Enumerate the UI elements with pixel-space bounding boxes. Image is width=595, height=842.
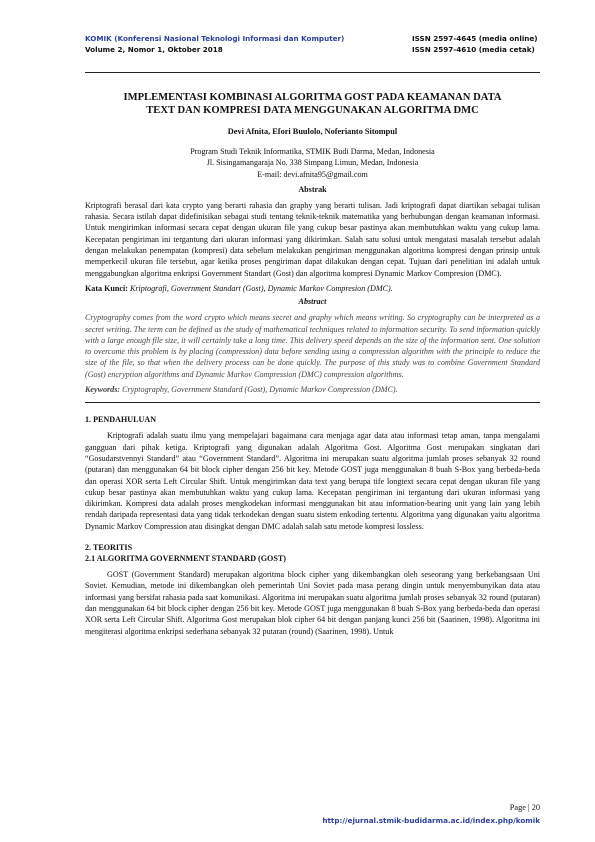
abstrak-text: Kriptografi berasal dari kata crypto yang berarti rahasia dan graphy yang berarti tulisan. Jadi kriptografi dapat diartikan sebagai tulisan rahasia. Secara istilah dapat didefinisikan sebagai studi tentang teknik-teknik matematika yang berhubungan dengan keamanan informasi. Untuk mengirimkan informasi secara cepat dengan ukuran file yang cukup besar pastinya akan membutuhkan waktu yang cukup lama. Kecepatan pengiriman ini tergantung dari ukuran informasi yang dikirimkan. Salah satu solusi untuk mengatasi masalah tersebut adalah dengan melakukan penempatan (kompresi) data sebelum melakukan pengiriman menggunakan algoritma kompresi dengan prinsip untuk memperkecil ukuran file tersebut, agar ketika proses pengiriman dapat dilakukan dengan cepat. Tujuan dari penelitian ini adalah untuk menggabungkan algoritma enkripsi Government Standart (Gost) dan algoritma kompresi Dynamic Markov Compresion (DMC). bbox=[85, 200, 540, 278]
paper-title-line-2: TEXT DAN KOMPRESI DATA MENGGUNAKAN ALGORITMA DMC bbox=[146, 105, 479, 116]
section-2-heading: 2. TEORITIS bbox=[85, 543, 133, 553]
paper-title-line-1: IMPLEMENTASI KOMBINASI ALGORITMA GOST PADA KEAMANAN DATA bbox=[123, 92, 502, 103]
paper-title bbox=[85, 91, 540, 117]
keywords-text: Cryptography, Government Standard (Gost), Dynamic Markov Compression (DMC). bbox=[122, 385, 398, 395]
affiliation-line: Program Studi Teknik Informatika, STMIK Budi Darma, Medan, Indonesia bbox=[190, 147, 435, 156]
address-line: Jl. Sisingamangaraja No. 338 Simpang Limun, Medan, Indonesia bbox=[206, 158, 419, 168]
journal-header bbox=[85, 33, 540, 55]
issn-online: ISSN 2597-4645 (media online) bbox=[412, 34, 538, 43]
paper-authors: Devi Afnita, Efori Buulolo, Noferianto Sitompul bbox=[227, 127, 398, 136]
abstract-divider bbox=[85, 402, 540, 403]
section-1-text: Kriptografi adalah suatu ilmu yang mempelajari bagaimana cara menjaga agar data atau informasi tetap aman, tanpa mengalami gangguan dari pihak ketiga. Kriptografi yang digunakan adalah Algoritma Gost. Algoritma Gost merupakan singkatan dari “Gosudarstvennyi Standard” atau “Government Standard”. Algoritma ini merupakan suatu algoritma jumlah proses sebanyak 32 round (putaran) dan menggunakan 64 bit block cipher dengan 256 bit key. Metode GOST juga menggunakan 8 buah S-Box yang berbeda-beda dan operasi XOR serta Left Circular Shift. Untuk mengirimkan data text yang berupa tife longtext secara cepat dengan ukuran file yang cukup besar pastinya akan membutuhkan waktu yang cukup lama. Kecepatan pengiriman ini tergantung dari ukuran informasi yang dikirimkan. Kompresi data adalah proses mengkodekan informasi menggunakan bit atau information-bearing unit yang lain yang lebih rendah daripada representasi data yang tidak terkodekan dengan suatu sistem enkoding tertentu. Algoritma yang digunakan yaitu algoritma Dynamic Markov Compression atau disingkat dengan DMC adalah salah satu metode kompresi lossless. bbox=[85, 431, 540, 531]
abstract-text: Cryptography comes from the word crypto which means secret and graphy which means writing. So cryptography can be interpreted as a secret writing. The term can be defined as the study of mathematical techniques related to information security. To send information quickly with a large enough file size, it will certainly take a long time. This delivery speed depends on the size of the information sent. One solution to overcome this problem is by placing (compression) data before sending using a compression algorithm with the principle to reduce the size of the file, so that when the delivery process can be done quickly. The purpose of this study was to combine Government Standard (Gost) encryption algorithms and Dynamic Markov Compression (DMC) compression algorithms. bbox=[85, 313, 540, 379]
abstrak-heading: Abstrak bbox=[298, 184, 327, 194]
section-1-heading: 1. PENDAHULUAN bbox=[85, 415, 157, 425]
keywords-label: Keywords: bbox=[85, 385, 121, 395]
page-footer bbox=[85, 802, 540, 826]
issn-print: ISSN 2597-4610 (media cetak) bbox=[412, 45, 535, 54]
author-affiliation bbox=[85, 146, 540, 180]
article-body bbox=[85, 91, 540, 637]
keywords bbox=[85, 384, 540, 395]
kata-kunci-label: Kata Kunci: bbox=[85, 283, 128, 293]
section-2-1-text: GOST (Government Standard) merupakan algoritma block cipher yang dikembangkan oleh seseorang yang berkebangsaan Uni Soviet. Kemudian, metode ini dikembangkan oleh pemerintah Uni Soviet pada masa perang dingin untuk menyembunyikan data atau informasi yang bersifat rahasia pada saat komunikasi. Algoritma ini merupakan suatu algoritma jumlah proses sebanyak 32 round (putaran) dan menggunakan 64 bit block cipher dengan 256 bit key. Metode GOST juga menggunakan 8 buah S-Box yang berbeda-beda dan operasi XOR serta Left Circular Shift. Algoritma Gost merupakan blok cipher 64 bit dengan panjang kunci 256 bit (Saarinen, 1998). Algoritma ini mengiterasi algoritma enkripsi sederhana sebanyak 32 putaran (round) (Saarinen, 1998). Untuk bbox=[85, 570, 540, 636]
journal-volume: Volume 2, Nomor 1, Oktober 2018 bbox=[85, 45, 223, 54]
section-2-1-heading: 2.1 ALGORITMA GOVERNMENT STANDARD (GOST) bbox=[85, 554, 286, 564]
journal-name: KOMIK (Konferensi Nasional Teknologi Informasi dan Komputer) bbox=[85, 34, 345, 43]
journal-url[interactable]: http://ejurnal.stmik-budidarma.ac.id/index.php/komik bbox=[322, 816, 540, 825]
abstract-heading: Abstract bbox=[298, 297, 327, 307]
kata-kunci bbox=[85, 283, 540, 294]
kata-kunci-text: Kriptografi, Government Standart (Gost), Dynamic Markov Compresion (DMC). bbox=[129, 283, 393, 293]
header-divider bbox=[85, 72, 540, 73]
page-number: Page | 20 bbox=[509, 803, 540, 812]
email-line: E-mail: devi.afnita95@gmail.com bbox=[257, 169, 368, 179]
